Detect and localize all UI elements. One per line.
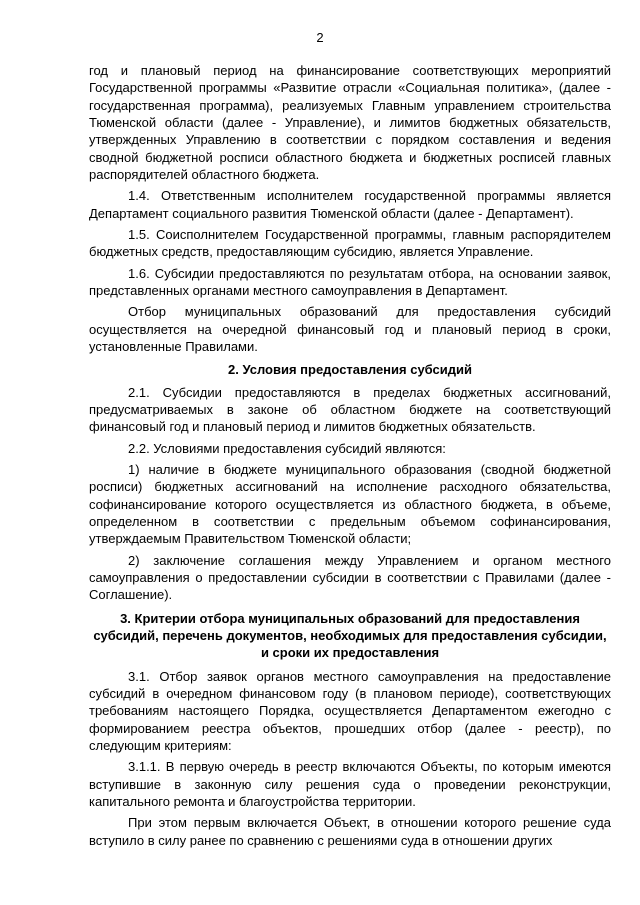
paragraph: год и плановый период на финансирование соответствующих мероприятий Государственной программы «Развитие отрасли «Социальная политика», (далее - государственная программа), реализуемых Главным управлением строительства Тюменской области (далее - Управление), и лимитов бюджетных обязательств, утвержденных Управлению в соответствии с порядком составления и ведения сводной бюджетной росписи областного бюджета и бюджетных росписей главных распорядителей областного бюджета. <box>89 63 611 183</box>
paragraph: 1.4. Ответственным исполнителем государственной программы является Департамент социального развития Тюменской области (далее - Департамент). <box>89 188 611 221</box>
section-heading: 3. Критерии отбора муниципальных образований для предоставления субсидий, перечень документов, необходимых для предоставления субсидии, и сроки их предоставления <box>93 610 607 660</box>
paragraph: 2.2. Условиями предоставления субсидий являются: <box>128 440 446 456</box>
paragraph: 1.6. Субсидии предоставляются по результатам отбора, на основании заявок, представленных органами местного самоуправления в Департамент. <box>89 265 611 299</box>
paragraph: 1) наличие в бюджете муниципального образования (сводной бюджетной росписи) бюджетных ассигнований на исполнение расходного обязательства, софинансирование которого осуществляется из областного бюджета, в объеме, определенном в соответствии с предельным объемом софинансирования, утверждаемым Правительством Тюменской области; <box>89 461 611 547</box>
document-body <box>89 62 611 853</box>
paragraph: 3.1. Отбор заявок органов местного самоуправления на предоставление субсидий в очередном финансовом году (в плановом периоде), соответствующих требованиям настоящего Порядка, осуществляется Департаментом ежегодно с формированием реестра объектов, прошедших отбор (далее - реестр), по следующим критериям: <box>89 668 611 753</box>
paragraph: 2.1. Субсидии предоставляются в пределах бюджетных ассигнований, предусматриваемых в законе об областном бюджете на соответствующий финансовый год и плановый период и лимитов бюджетных обязательств. <box>89 384 611 435</box>
paragraph: 1.5. Соисполнителем Государственной программы, главным распорядителем бюджетных средств, предоставляющим субсидию, является Управление. <box>89 227 611 260</box>
paragraph: 3.1.1. В первую очередь в реестр включаются Объекты, по которым имеются вступившие в законную силу решения суда о проведении реконструкции, капитального ремонта и благоустройства территории. <box>89 759 611 810</box>
paragraph: Отбор муниципальных образований для предоставления субсидий осуществляется на очередной финансовый год и плановый период в сроки, установленные Правилами. <box>89 304 611 355</box>
section-heading: 2. Условия предоставления субсидий <box>228 361 472 377</box>
page-number: 2 <box>316 30 324 45</box>
paragraph: 2) заключение соглашения между Управлением и органом местного самоуправления о предоставлении субсидии в соответствии с Правилами (далее - Соглашение). <box>89 552 611 603</box>
paragraph: При этом первым включается Объект, в отношении которого решение суда вступило в силу ранее по сравнению с решениями суда в отношении других <box>89 815 611 848</box>
